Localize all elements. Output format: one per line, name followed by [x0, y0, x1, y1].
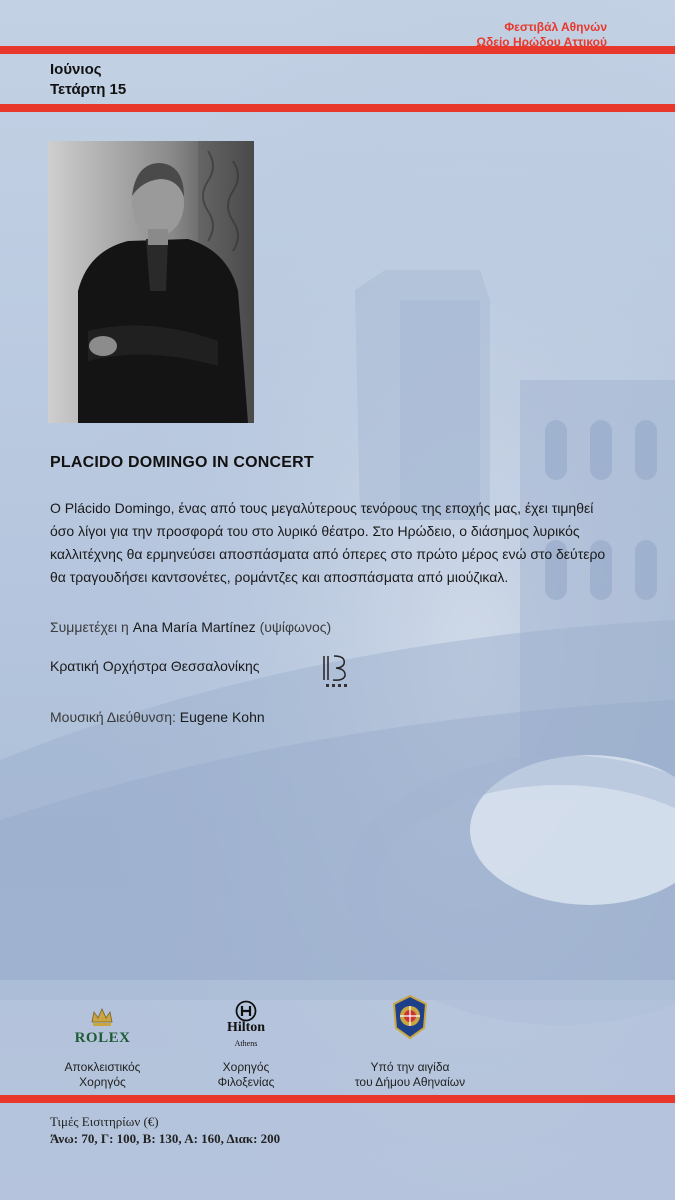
orchestra-line: Κρατική Ορχήστρα Θεσσαλονίκης [50, 658, 260, 674]
rolex-caption [50, 1060, 155, 1090]
guest-prefix: Συμμετέχει η [50, 619, 129, 635]
event-day: Τετάρτη 15 [50, 81, 127, 98]
conductor-name: Eugene Kohn [179, 709, 265, 725]
festival-name [476, 20, 607, 50]
guest-name: Ana María Martínez [132, 619, 256, 635]
event-title: PLACIDO DOMINGO IN CONCERT [50, 454, 314, 471]
city-caption-line2: του Δήμου Αθηναίων [354, 1075, 466, 1089]
conductor-prefix: Μουσική Διεύθυνση: [50, 709, 176, 725]
sponsor-hilton [196, 1000, 296, 1090]
city-logo [350, 1000, 470, 1060]
hilton-wordmark: Hilton [226, 1020, 266, 1035]
footer-red-rule [0, 1095, 675, 1103]
hilton-caption [196, 1060, 296, 1090]
ticket-prices-text: Άνω: 70, Γ: 100, Β: 130, Α: 160, Διακ: 200 [50, 1131, 281, 1146]
city-emblem-icon [390, 994, 430, 1040]
header-red-rule [0, 104, 675, 112]
orchestra-logo-icon [318, 652, 358, 692]
event-description: Ο Plácido Domingo, ένας από τους μεγαλύτερους τενόρους της εποχής μας, έχει τιμηθεί όσο λίγοι για την προσφορά του στο λυρικό θέατρο. Στο Ηρώδειο, ο διάσημος λυρικός καλλιτέχνης θα ερμηνεύσει αποσπάσματα από όπερες στο πρώτο μέρος ενώ στο δεύτερο θα τραγουδήσει καντσονέτες, ρομάντζες και αποσπάσματα από μιούζικαλ. [50, 500, 606, 585]
sponsor-city-of-athens [350, 1000, 470, 1090]
hilton-caption-line1: Χορηγός [222, 1060, 270, 1074]
event-month: Ιούνιος [50, 61, 102, 78]
festival-line1: Φεστιβάλ Αθηνών [504, 20, 607, 34]
city-caption-line1: Υπό την αιγίδα [370, 1060, 450, 1074]
ticket-prices-label: Τιμές Εισιτηρίων (€) [50, 1114, 159, 1129]
rolex-caption-line1: Αποκλειστικός [64, 1060, 141, 1074]
ticket-prices [50, 1113, 280, 1147]
ticket-prices-values [50, 1130, 280, 1147]
hilton-subline: Athens [234, 1039, 258, 1048]
crown-icon [90, 1006, 114, 1028]
guest-role: (υψίφωνος) [259, 619, 332, 635]
rolex-logo [50, 1000, 155, 1060]
artist-photo [48, 141, 254, 423]
guest-line [50, 619, 331, 635]
hilton-logo [196, 1000, 296, 1060]
festival-line2: Ωδείο Ηρώδου Αττικού [476, 35, 607, 49]
conductor-line [50, 709, 265, 725]
hilton-caption-line2: Φιλοξενίας [217, 1075, 275, 1089]
sponsor-rolex [50, 1000, 155, 1090]
hilton-h-icon [235, 1000, 257, 1022]
city-caption [350, 1060, 470, 1090]
event-date [50, 60, 126, 100]
rolex-caption-line2: Χορηγός [79, 1075, 126, 1089]
rolex-wordmark: ROLEX [74, 1030, 131, 1046]
